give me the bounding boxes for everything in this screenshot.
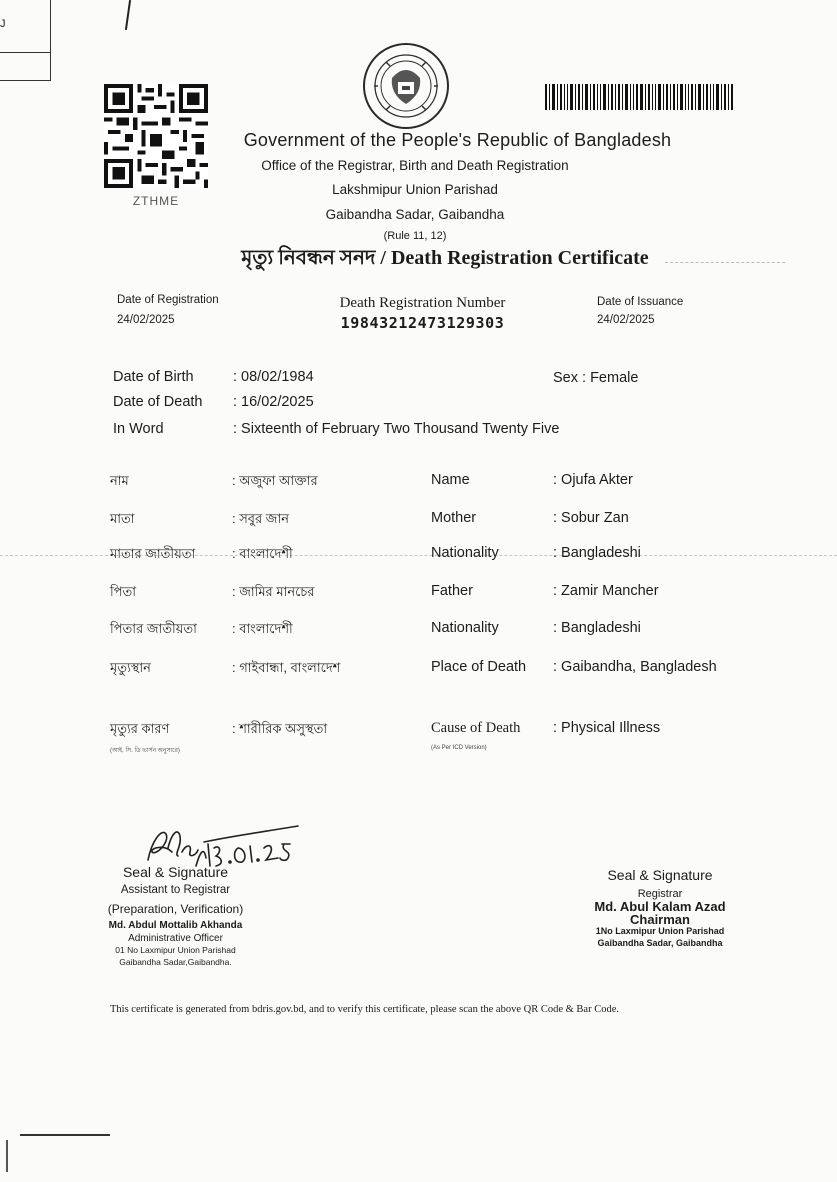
sex-field: Sex : Female [553,370,639,386]
mother-bn-value: : সবুর জান [232,511,289,526]
mother-nationality-bn-value: : বাংলাদেশী [232,546,293,561]
scan-corner-text: J [0,18,6,30]
right-seal-title: Seal & Signature [607,867,713,883]
death-place-value: : Gaibandha, Bangladesh [553,659,717,675]
name-value: : Ojufa Akter [553,472,633,488]
icd-note: (As Per ICD Version) [431,745,487,751]
mother-bn-label: মাতা [110,511,135,526]
left-seal-title: Seal & Signature [122,864,229,880]
father-nationality-label: Nationality [431,620,499,636]
scan-corner-mark [0,0,51,81]
right-signer-office: 1No Laxmipur Union Parishad [595,926,725,936]
mother-value: : Sobur Zan [553,510,629,526]
father-bn-value: : জামির মানচের [232,584,315,599]
death-cause-label: Cause of Death [431,720,521,736]
left-signer-role: Assistant to Registrar [120,884,231,896]
name-bn-label: নাম [110,473,129,488]
scan-bottom-mark [20,1134,110,1136]
name-label: Name [431,472,470,488]
father-value: : Zamir Mancher [553,583,659,599]
name-bn-value: : অজুফা আক্তার [232,473,318,488]
registration-number-label: Death Registration Number [339,295,506,311]
mother-label: Mother [431,510,477,526]
title-underline [665,262,785,263]
in-word-value: : Sixteenth of February Two Thousand Twenty Five [233,421,560,437]
icd-note-bn: (আই. সি. ডি ভার্সন অনুসারে) [110,748,180,754]
verification-note: This certificate is generated from bdris.gov.bd, and to verify this certificate, please scan the above QR Code & Bar Code. [110,1004,619,1015]
registration-number-value: 19843212473129303 [340,314,505,332]
death-cause-value: : Physical Illness [553,720,661,736]
scan-side-mark [6,1140,8,1172]
father-nationality-bn-value: : বাংলাদেশী [232,621,293,636]
scan-corner-line [0,52,50,53]
right-signer-name: Md. Abul Kalam Azad [594,899,726,914]
rule-line: (Rule 11, 12) [383,230,447,242]
mother-nationality-label: Nationality [431,545,499,561]
union-line: Lakshmipur Union Parishad [332,182,498,197]
office-line: Office of the Registrar, Birth and Death Registration [261,158,569,173]
left-signer-office: 01 No Laxmipur Union Parishad [115,945,236,955]
in-word-label: In Word [113,421,164,437]
right-signer-role: Registrar [637,888,683,900]
right-signer-address: Gaibandha Sadar, Gaibandha [597,938,723,948]
barcode-icon [545,84,733,110]
government-title: Government of the People's Republic of Bangladesh [243,130,672,150]
birth-date-value: : 08/02/1984 [233,369,314,385]
left-signer-purpose: (Preparation, Verification) [107,902,244,916]
father-nationality-value: : Bangladeshi [553,620,641,636]
left-signer-designation: Administrative Officer [128,933,223,944]
left-signer-name: Md. Abdul Mottalib Akhanda [108,920,243,931]
mother-nationality-bn-label: মাতার জাতীয়তা [110,546,196,561]
father-label: Father [431,583,473,599]
left-signer-address: Gaibandha Sadar,Gaibandha. [119,957,232,967]
government-seal-icon [362,42,450,130]
death-cause-bn-value: : শারীরিক অসুস্থতা [232,721,328,736]
birth-date-label: Date of Birth [113,369,194,385]
issuance-date-value: 24/02/2025 [597,314,655,326]
death-place-bn-label: মৃত্যুস্থান [110,660,151,675]
father-nationality-bn-label: পিতার জাতীয়তা [110,621,197,636]
certificate-title: মৃত্যু নিবন্ধন সনদ / Death Registration Certificate [241,247,649,269]
death-place-bn-value: : গাইবান্ধা, বাংলাদেশ [232,660,341,675]
death-place-label: Place of Death [431,659,527,675]
death-date-value: : 16/02/2025 [233,394,314,410]
father-bn-label: পিতা [110,584,137,599]
registration-date-label: Date of Registration [117,294,219,306]
scan-tick-mark [125,0,131,30]
registration-date-value: 24/02/2025 [117,314,175,326]
upazila-line: Gaibandha Sadar, Gaibandha [325,207,505,222]
qr-caption: ZTHME [132,194,180,208]
right-signer-designation: Chairman [630,912,690,927]
death-cause-bn-label: মৃত্যুর কারণ [110,721,170,736]
death-date-label: Date of Death [113,394,203,410]
issuance-date-label: Date of Issuance [597,296,684,308]
mother-nationality-value: : Bangladeshi [553,545,641,561]
